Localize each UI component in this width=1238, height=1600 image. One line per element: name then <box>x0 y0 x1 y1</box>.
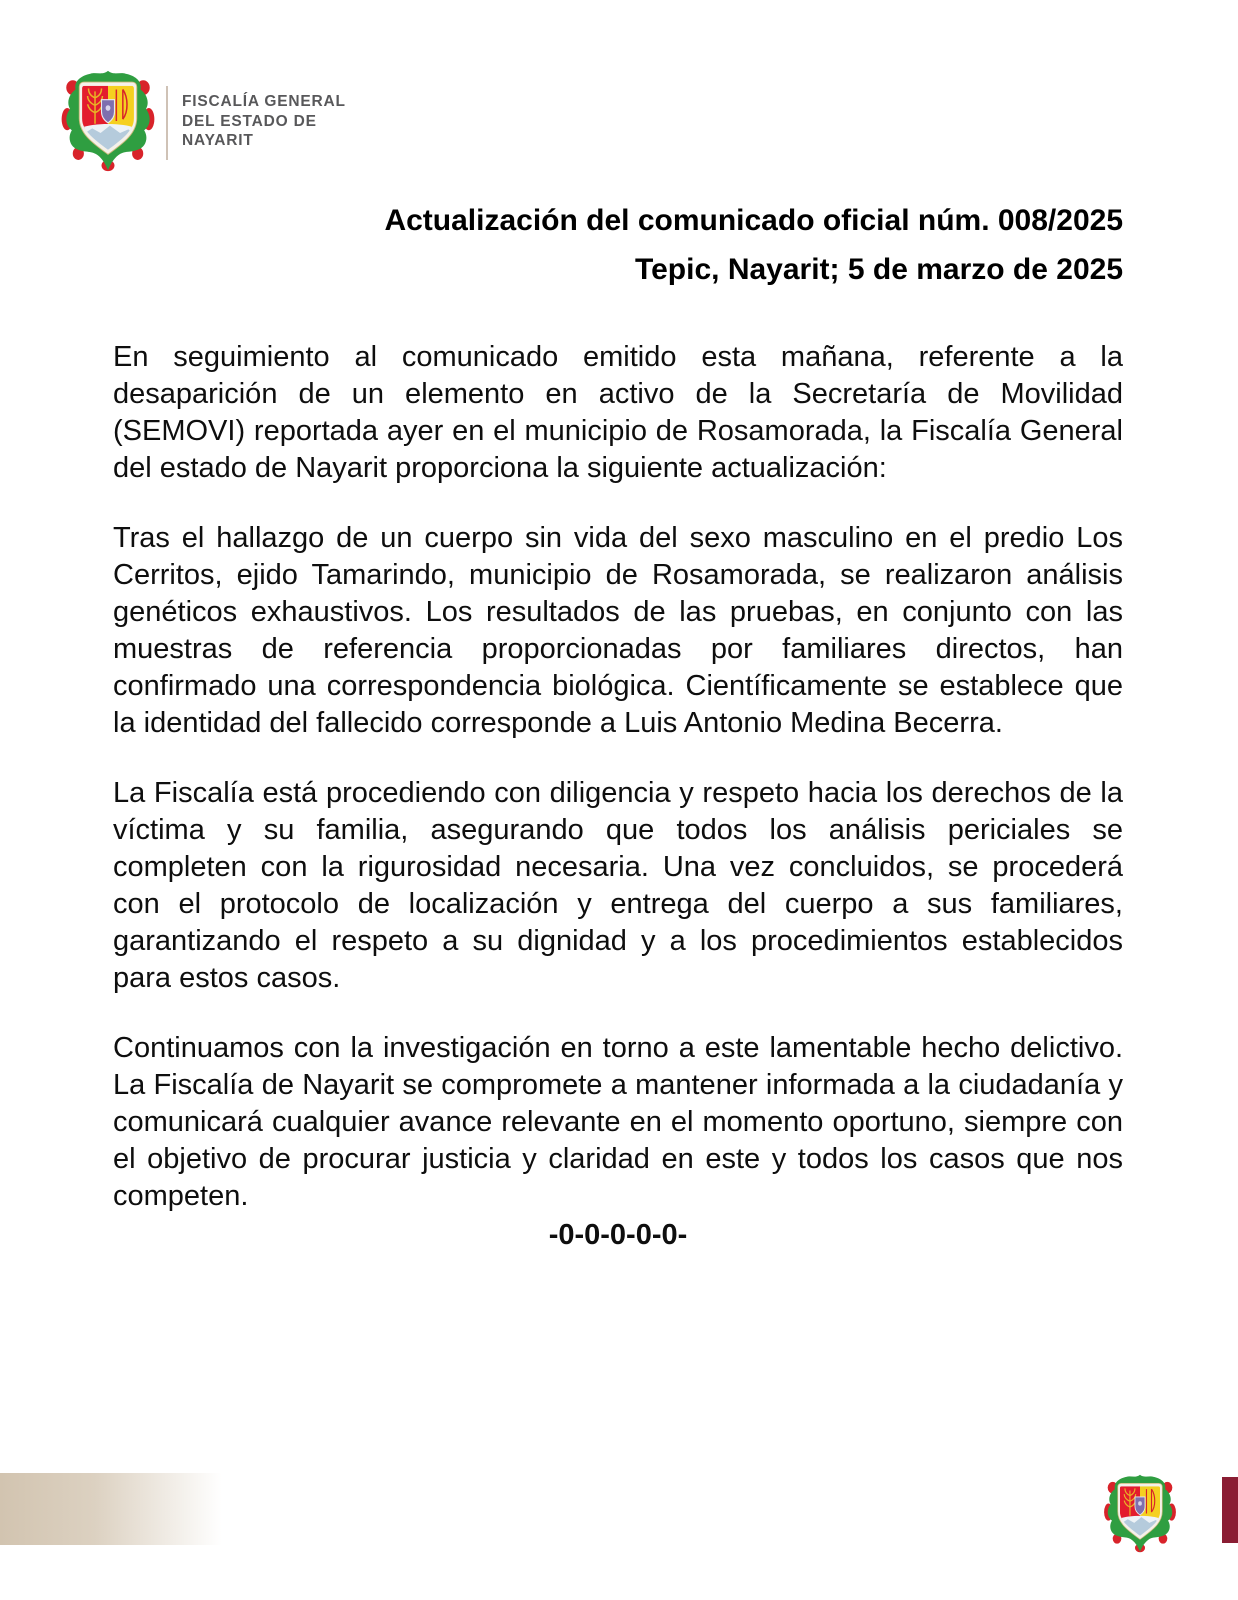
body-paragraph: En seguimiento al comunicado emitido esta mañana, referente a la desaparición de un elemento en activo de la Secretaría de Movilidad (SEMOVI) reportada ayer en el municipio de Rosamorada, la Fiscalía General del estado de Nayarit proporciona la siguiente actualización: <box>113 341 1123 484</box>
org-name-line: NAYARIT <box>182 132 254 149</box>
document-dateline: Tepic, Nayarit; 5 de marzo de 2025 <box>635 253 1123 286</box>
org-name-line: DEL ESTADO DE <box>182 112 317 130</box>
body-paragraph: Tras el hallazgo de un cuerpo sin vida del sexo masculino en el predio Los Cerritos, ejido Tamarindo, municipio de Rosamorada, se realizaron análisis genéticos exhaustivos. Los resultados de las pruebas, en conjunto con las muestras de referencia proporcionadas por familiares directos, han confirmado una correspondencia biológica. Científicamente se establece que la identidad del fallecido corresponde a Luis Antonio Medina Becerra. <box>113 522 1123 739</box>
body-paragraph: Continuamos con la investigación en torno a este lamentable hecho delictivo. La Fiscalía de Nayarit se compromete a mantener informada a la ciudadanía y comunicará cualquier avance relevante en el momento oportuno, siempre con el objetivo de procurar justicia y claridad en este y todos los casos que nos competen. <box>113 1032 1123 1212</box>
letterhead-divider <box>166 86 168 160</box>
body-paragraph: La Fiscalía está procediendo con diligencia y respeto hacia los derechos de la víctima y su familia, asegurando que todos los análisis periciales se completen con la rigurosidad necesaria. Una vez concluidos, se procederá con el protocolo de localización y entrega del cuerpo a sus familiares, garantizando el respeto a su dignidad y a los procedimientos establecidos para estos casos. <box>113 777 1123 994</box>
document-title: Actualización del comunicado oficial núm. 008/2025 <box>384 204 1123 237</box>
footer-accent-bar <box>1222 1477 1238 1543</box>
org-name <box>182 92 346 151</box>
letterhead <box>60 70 346 172</box>
title-block <box>113 204 1123 287</box>
body-text <box>113 339 1123 1254</box>
nayarit-coat-of-arms-icon <box>60 70 156 172</box>
footer-gradient-bar <box>0 1473 236 1545</box>
closing-mark: -0-0-0-0-0- <box>548 1219 688 1251</box>
org-name-line: FISCALÍA GENERAL <box>182 93 346 110</box>
footer-nayarit-coat-of-arms-icon <box>1103 1474 1177 1553</box>
